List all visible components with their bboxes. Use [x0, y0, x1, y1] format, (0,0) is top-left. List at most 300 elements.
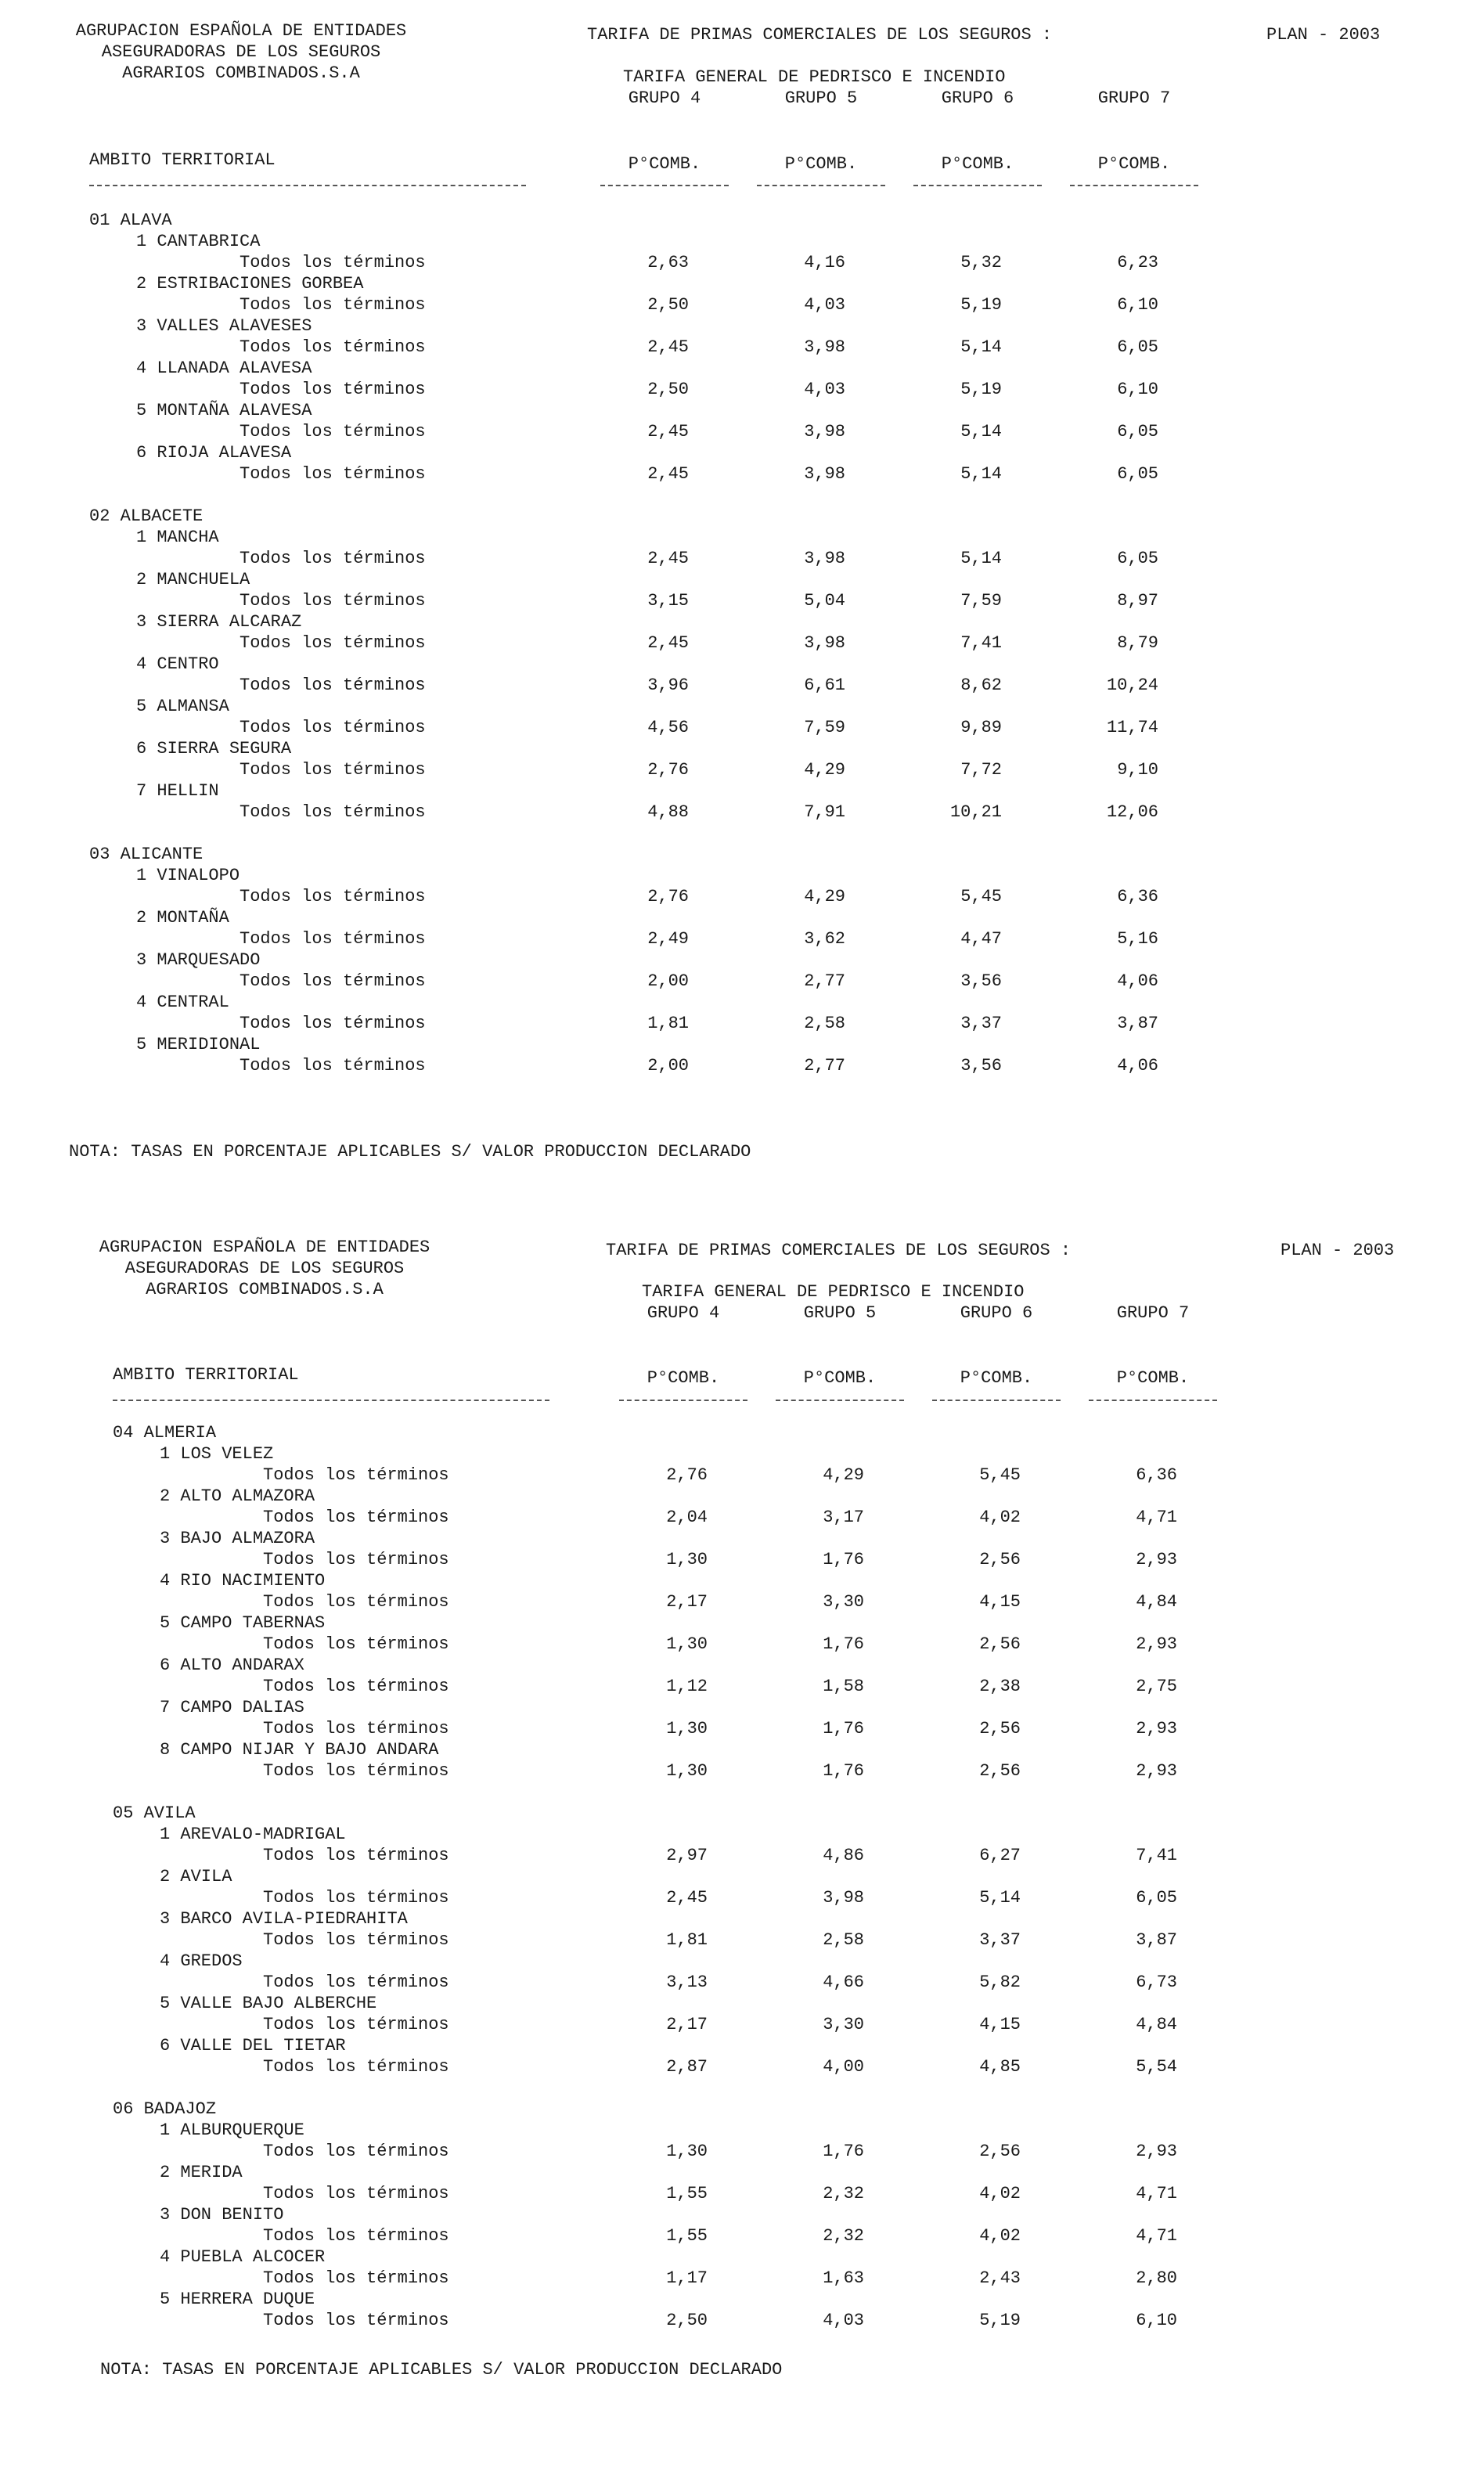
- rate-value-grupo-6: 2,38: [979, 1677, 1021, 1696]
- term-label: Todos los términos: [263, 1677, 449, 1696]
- org-name-line-3: AGRARIOS COMBINADOS.S.A: [122, 63, 360, 83]
- rate-value-grupo-6: 5,14: [979, 1888, 1021, 1908]
- rate-value-grupo-7: 11,74: [1106, 718, 1158, 737]
- term-row: [0, 379, 1484, 400]
- term-label: Todos los términos: [263, 2015, 449, 2034]
- zone-name: 7 CAMPO DALIAS: [160, 1698, 304, 1717]
- zone-row: [0, 2035, 1484, 2056]
- zone-name: 4 RIO NACIMIENTO: [160, 1571, 326, 1591]
- zone-name: 4 CENTRAL: [136, 993, 229, 1012]
- term-label: Todos los términos: [263, 1719, 449, 1738]
- term-label: Todos los términos: [263, 1550, 449, 1569]
- rate-value-grupo-7: 4,06: [1117, 971, 1158, 991]
- zone-row: [0, 527, 1484, 548]
- term-label: Todos los términos: [240, 549, 426, 568]
- rate-value-grupo-6: 6,27: [979, 1846, 1021, 1865]
- rate-value-grupo-6: 2,43: [979, 2268, 1021, 2288]
- group-header-5: GRUPO 5: [803, 1303, 877, 1323]
- term-row: [0, 1845, 1484, 1866]
- rate-value-grupo-6: 5,19: [960, 380, 1002, 399]
- province-row: [0, 506, 1484, 527]
- rate-value-grupo-6: 3,56: [960, 971, 1002, 991]
- rate-value-grupo-4: 2,04: [666, 1508, 708, 1527]
- term-row: [0, 1887, 1484, 1908]
- zone-row: [0, 569, 1484, 590]
- zone-name: 1 MANCHA: [136, 528, 219, 547]
- zone-name: 1 LOS VELEZ: [160, 1444, 274, 1464]
- header-divider-grupo-6: [932, 1400, 1061, 1401]
- rate-value-grupo-4: 1,12: [666, 1677, 708, 1696]
- term-row: [0, 928, 1484, 949]
- province-name: 02 ALBACETE: [89, 506, 204, 526]
- rate-value-grupo-5: 3,98: [823, 1888, 864, 1908]
- term-label: Todos los términos: [240, 253, 426, 272]
- term-row: [0, 2141, 1484, 2162]
- zone-name: 8 CAMPO NIJAR Y BAJO ANDARA: [160, 1740, 439, 1760]
- rate-value-grupo-6: 7,72: [960, 760, 1002, 780]
- term-label: Todos los términos: [240, 718, 426, 737]
- ambito-territorial-label: AMBITO TERRITORIAL: [89, 150, 276, 170]
- rate-value-grupo-4: 2,76: [647, 887, 689, 906]
- term-label: Todos los términos: [263, 2184, 449, 2203]
- rate-value-grupo-7: 4,71: [1136, 1508, 1177, 1527]
- zone-name: 2 ESTRIBACIONES GORBEA: [136, 274, 364, 294]
- rate-value-grupo-7: 6,36: [1136, 1465, 1177, 1485]
- group-header-6: GRUPO 6: [941, 88, 1014, 108]
- term-label: Todos los términos: [240, 802, 426, 822]
- rate-value-grupo-7: 6,05: [1117, 549, 1158, 568]
- term-label: Todos los términos: [263, 1592, 449, 1612]
- col-header-grupo-7: P°COMB.: [1097, 154, 1171, 174]
- zone-name: 3 SIERRA ALCARAZ: [136, 612, 302, 632]
- rate-value-grupo-6: 9,89: [960, 718, 1002, 737]
- zone-name: 4 LLANADA ALAVESA: [136, 358, 312, 378]
- rate-value-grupo-5: 4,00: [823, 2057, 864, 2077]
- zone-row: [0, 738, 1484, 759]
- rate-value-grupo-5: 4,03: [804, 380, 845, 399]
- rate-value-grupo-7: 4,84: [1136, 1592, 1177, 1612]
- rate-value-grupo-5: 2,32: [823, 2226, 864, 2246]
- spacer-row: [0, 485, 1484, 506]
- rate-value-grupo-5: 6,61: [804, 676, 845, 695]
- org-name-line-2: ASEGURADORAS DE LOS SEGUROS: [101, 42, 381, 62]
- rate-value-grupo-7: 2,93: [1136, 1550, 1177, 1569]
- term-label: Todos los términos: [263, 1508, 449, 1527]
- rate-value-grupo-7: 8,79: [1117, 633, 1158, 653]
- zone-row: [0, 2289, 1484, 2310]
- term-label: Todos los términos: [240, 887, 426, 906]
- rate-value-grupo-5: 5,04: [804, 591, 845, 611]
- rate-value-grupo-7: 5,16: [1117, 929, 1158, 949]
- rate-value-grupo-7: 4,84: [1136, 2015, 1177, 2034]
- zone-name: 4 GREDOS: [160, 1951, 243, 1971]
- term-label: Todos los términos: [240, 971, 426, 991]
- rate-value-grupo-5: 4,86: [823, 1846, 864, 1865]
- col-header-grupo-4: P°COMB.: [647, 1368, 720, 1388]
- term-label: Todos los términos: [263, 2226, 449, 2246]
- rate-value-grupo-4: 2,45: [647, 422, 689, 441]
- term-row: [0, 1055, 1484, 1076]
- province-name: 03 ALICANTE: [89, 845, 204, 864]
- spacer-row: [0, 2077, 1484, 2099]
- zone-row: [0, 273, 1484, 294]
- zone-name: 3 BAJO ALMAZORA: [160, 1529, 315, 1548]
- zone-name: 1 AREVALO-MADRIGAL: [160, 1825, 346, 1844]
- term-row: [0, 1929, 1484, 1951]
- rate-value-grupo-7: 8,97: [1117, 591, 1158, 611]
- term-row: [0, 759, 1484, 780]
- rate-value-grupo-4: 3,15: [647, 591, 689, 611]
- rate-value-grupo-4: 2,50: [666, 2311, 708, 2330]
- rate-value-grupo-4: 1,30: [666, 2142, 708, 2161]
- zone-row: [0, 1612, 1484, 1634]
- rate-value-grupo-5: 1,63: [823, 2268, 864, 2288]
- zone-row: [0, 442, 1484, 463]
- term-row: [0, 1013, 1484, 1034]
- rate-value-grupo-4: 1,30: [666, 1761, 708, 1781]
- zone-name: 2 MANCHUELA: [136, 570, 250, 589]
- rate-value-grupo-7: 3,87: [1136, 1930, 1177, 1950]
- header-divider-grupo-4: [619, 1400, 747, 1401]
- rate-value-grupo-5: 3,98: [804, 422, 845, 441]
- rate-value-grupo-5: 1,76: [823, 1761, 864, 1781]
- zone-name: 5 MONTAÑA ALAVESA: [136, 401, 312, 420]
- term-label: Todos los términos: [263, 1973, 449, 1992]
- rate-value-grupo-6: 4,47: [960, 929, 1002, 949]
- zone-row: [0, 696, 1484, 717]
- rate-value-grupo-4: 2,17: [666, 1592, 708, 1612]
- col-header-grupo-4: P°COMB.: [628, 154, 701, 174]
- rate-value-grupo-4: 2,76: [647, 760, 689, 780]
- rate-value-grupo-5: 4,03: [804, 295, 845, 315]
- zone-name: 2 MONTAÑA: [136, 908, 229, 928]
- zone-row: [0, 1739, 1484, 1760]
- rate-value-grupo-5: 4,29: [804, 887, 845, 906]
- term-label: Todos los términos: [240, 1014, 426, 1033]
- zone-name: 4 PUEBLA ALCOCER: [160, 2247, 326, 2267]
- rate-value-grupo-6: 7,41: [960, 633, 1002, 653]
- rate-value-grupo-4: 2,76: [666, 1465, 708, 1485]
- tariff-page-1: [0, 0, 1484, 1190]
- province-row: [0, 1803, 1484, 1824]
- col-header-grupo-6: P°COMB.: [960, 1368, 1033, 1388]
- term-row: [0, 1507, 1484, 1528]
- term-row: [0, 1760, 1484, 1782]
- term-row: [0, 2310, 1484, 2331]
- province-name: 05 AVILA: [113, 1803, 196, 1823]
- rate-value-grupo-4: 1,30: [666, 1719, 708, 1738]
- rate-value-grupo-6: 5,19: [960, 295, 1002, 315]
- term-row: [0, 2183, 1484, 2204]
- term-label: Todos los términos: [263, 2311, 449, 2330]
- rate-value-grupo-5: 1,58: [823, 1677, 864, 1696]
- rate-value-grupo-6: 7,59: [960, 591, 1002, 611]
- rate-value-grupo-6: 4,02: [979, 2226, 1021, 2246]
- rate-value-grupo-6: 4,02: [979, 2184, 1021, 2203]
- term-label: Todos los términos: [263, 1930, 449, 1950]
- zone-name: 4 CENTRO: [136, 654, 219, 674]
- province-name: 01 ALAVA: [89, 211, 172, 230]
- rate-value-grupo-7: 2,93: [1136, 1634, 1177, 1654]
- zone-row: [0, 907, 1484, 928]
- rate-value-grupo-6: 5,82: [979, 1973, 1021, 1992]
- rate-value-grupo-6: 4,15: [979, 1592, 1021, 1612]
- rate-value-grupo-7: 9,10: [1117, 760, 1158, 780]
- zone-name: 5 ALMANSA: [136, 697, 229, 716]
- term-row: [0, 590, 1484, 611]
- zone-row: [0, 949, 1484, 971]
- rate-value-grupo-7: 2,93: [1136, 1761, 1177, 1781]
- rate-value-grupo-5: 3,98: [804, 549, 845, 568]
- tariff-title: TARIFA DE PRIMAS COMERCIALES DE LOS SEGUROS :: [606, 1241, 1072, 1260]
- term-label: Todos los términos: [263, 1761, 449, 1781]
- rate-value-grupo-4: 2,45: [647, 464, 689, 484]
- rate-value-grupo-5: 1,76: [823, 1719, 864, 1738]
- province-row: [0, 1422, 1484, 1443]
- rate-value-grupo-6: 5,14: [960, 337, 1002, 357]
- rate-value-grupo-7: 4,71: [1136, 2184, 1177, 2203]
- col-header-grupo-5: P°COMB.: [784, 154, 858, 174]
- zone-name: 5 VALLE BAJO ALBERCHE: [160, 1994, 377, 2013]
- tariff-table-2: [0, 1422, 1484, 2331]
- rate-value-grupo-6: 5,32: [960, 253, 1002, 272]
- zone-row: [0, 400, 1484, 421]
- rate-value-grupo-6: 2,56: [979, 1634, 1021, 1654]
- rate-value-grupo-7: 6,10: [1117, 295, 1158, 315]
- rate-value-grupo-5: 3,62: [804, 929, 845, 949]
- term-row: [0, 971, 1484, 992]
- rate-value-grupo-6: 4,02: [979, 1508, 1021, 1527]
- tariff-table-1: [0, 210, 1484, 1076]
- rate-value-grupo-4: 2,97: [666, 1846, 708, 1865]
- rate-value-grupo-4: 2,45: [647, 633, 689, 653]
- rate-value-grupo-5: 1,76: [823, 2142, 864, 2161]
- term-row: [0, 2014, 1484, 2035]
- col-header-grupo-5: P°COMB.: [803, 1368, 877, 1388]
- zone-row: [0, 780, 1484, 802]
- term-label: Todos los términos: [240, 380, 426, 399]
- group-header-7: GRUPO 7: [1097, 88, 1171, 108]
- province-row: [0, 2099, 1484, 2120]
- term-label: Todos los términos: [240, 422, 426, 441]
- province-row: [0, 844, 1484, 865]
- rate-value-grupo-6: 5,14: [960, 549, 1002, 568]
- rate-value-grupo-7: 2,93: [1136, 2142, 1177, 2161]
- rate-value-grupo-5: 4,03: [823, 2311, 864, 2330]
- rate-value-grupo-4: 2,45: [666, 1888, 708, 1908]
- term-label: Todos los términos: [240, 760, 426, 780]
- rate-value-grupo-5: 2,77: [804, 1056, 845, 1075]
- header-divider-ambito: [89, 185, 526, 186]
- zone-name: 5 MERIDIONAL: [136, 1035, 261, 1054]
- term-row: [0, 1718, 1484, 1739]
- term-row: [0, 1634, 1484, 1655]
- rate-value-grupo-6: 8,62: [960, 676, 1002, 695]
- term-label: Todos los términos: [240, 337, 426, 357]
- term-row: [0, 294, 1484, 315]
- rate-value-grupo-4: 4,88: [647, 802, 689, 822]
- zone-row: [0, 1034, 1484, 1055]
- rate-value-grupo-5: 4,66: [823, 1973, 864, 1992]
- rate-value-grupo-7: 2,75: [1136, 1677, 1177, 1696]
- rate-value-grupo-4: 3,96: [647, 676, 689, 695]
- term-row: [0, 802, 1484, 823]
- rate-value-grupo-6: 5,14: [960, 422, 1002, 441]
- rate-value-grupo-5: 3,98: [804, 464, 845, 484]
- rate-value-grupo-7: 2,93: [1136, 1719, 1177, 1738]
- province-row: [0, 210, 1484, 231]
- rate-value-grupo-6: 10,21: [949, 802, 1002, 822]
- rate-value-grupo-5: 3,98: [804, 337, 845, 357]
- term-label: Todos los términos: [263, 1634, 449, 1654]
- zone-row: [0, 1993, 1484, 2014]
- term-row: [0, 548, 1484, 569]
- rate-value-grupo-7: 6,05: [1117, 422, 1158, 441]
- col-header-grupo-7: P°COMB.: [1116, 1368, 1190, 1388]
- zone-row: [0, 1824, 1484, 1845]
- zone-row: [0, 611, 1484, 632]
- rate-value-grupo-4: 1,55: [666, 2184, 708, 2203]
- zone-name: 3 VALLES ALAVESES: [136, 316, 312, 336]
- header-divider-grupo-4: [600, 185, 729, 186]
- rate-value-grupo-7: 6,05: [1136, 1888, 1177, 1908]
- rate-value-grupo-7: 4,71: [1136, 2226, 1177, 2246]
- rate-value-grupo-4: 1,17: [666, 2268, 708, 2288]
- rate-value-grupo-6: 2,56: [979, 1761, 1021, 1781]
- rate-value-grupo-7: 2,80: [1136, 2268, 1177, 2288]
- zone-name: 6 RIOJA ALAVESA: [136, 443, 292, 463]
- zone-name: 7 HELLIN: [136, 781, 219, 801]
- zone-row: [0, 231, 1484, 252]
- zone-row: [0, 1697, 1484, 1718]
- group-header-4: GRUPO 4: [628, 88, 701, 108]
- group-header-5: GRUPO 5: [784, 88, 858, 108]
- zone-row: [0, 1908, 1484, 1929]
- term-label: Todos los términos: [263, 2268, 449, 2288]
- term-row: [0, 1676, 1484, 1697]
- term-label: Todos los términos: [240, 295, 426, 315]
- rate-value-grupo-5: 3,98: [804, 633, 845, 653]
- rate-value-grupo-4: 1,30: [666, 1550, 708, 1569]
- rate-value-grupo-5: 4,29: [823, 1465, 864, 1485]
- header-divider-grupo-5: [757, 185, 885, 186]
- zone-name: 3 BARCO AVILA-PIEDRAHITA: [160, 1909, 408, 1929]
- rate-value-grupo-4: 2,50: [647, 380, 689, 399]
- term-label: Todos los términos: [240, 676, 426, 695]
- zone-row: [0, 1443, 1484, 1465]
- rate-value-grupo-4: 4,56: [647, 718, 689, 737]
- term-row: [0, 1591, 1484, 1612]
- header-divider-grupo-7: [1089, 1400, 1217, 1401]
- rate-value-grupo-5: 3,17: [823, 1508, 864, 1527]
- term-row: [0, 675, 1484, 696]
- rate-value-grupo-4: 1,30: [666, 1634, 708, 1654]
- plan-label: PLAN - 2003: [1280, 1241, 1395, 1260]
- zone-name: 1 VINALOPO: [136, 866, 240, 885]
- rate-value-grupo-6: 5,45: [960, 887, 1002, 906]
- rate-value-grupo-7: 10,24: [1106, 676, 1158, 695]
- zone-row: [0, 1866, 1484, 1887]
- term-row: [0, 2268, 1484, 2289]
- term-row: [0, 1465, 1484, 1486]
- rate-value-grupo-5: 1,76: [823, 1634, 864, 1654]
- zone-name: 5 CAMPO TABERNAS: [160, 1613, 326, 1633]
- org-name-line-3: AGRARIOS COMBINADOS.S.A: [146, 1280, 384, 1299]
- zone-name: 2 MERIDA: [160, 2163, 243, 2182]
- rate-value-grupo-7: 6,05: [1117, 464, 1158, 484]
- rate-value-grupo-7: 6,36: [1117, 887, 1158, 906]
- tariff-title: TARIFA DE PRIMAS COMERCIALES DE LOS SEGUROS :: [587, 25, 1053, 45]
- rate-value-grupo-6: 2,56: [979, 1719, 1021, 1738]
- zone-name: 1 CANTABRICA: [136, 232, 261, 251]
- col-header-grupo-6: P°COMB.: [941, 154, 1014, 174]
- header-divider-ambito: [113, 1400, 549, 1401]
- rate-value-grupo-6: 3,37: [979, 1930, 1021, 1950]
- tariff-page-2: [0, 1205, 1484, 2458]
- zone-row: [0, 654, 1484, 675]
- rate-value-grupo-5: 2,58: [804, 1014, 845, 1033]
- rate-value-grupo-4: 2,49: [647, 929, 689, 949]
- rate-value-grupo-4: 2,00: [647, 971, 689, 991]
- term-label: Todos los términos: [240, 591, 426, 611]
- rate-value-grupo-4: 1,55: [666, 2226, 708, 2246]
- rate-value-grupo-5: 1,76: [823, 1550, 864, 1569]
- spacer-row: [0, 1782, 1484, 1803]
- term-label: Todos los términos: [263, 2142, 449, 2161]
- term-label: Todos los términos: [263, 1846, 449, 1865]
- zone-row: [0, 358, 1484, 379]
- rate-value-grupo-7: 6,23: [1117, 253, 1158, 272]
- org-name-line-2: ASEGURADORAS DE LOS SEGUROS: [124, 1259, 405, 1278]
- rate-value-grupo-4: 2,45: [647, 337, 689, 357]
- ambito-territorial-label: AMBITO TERRITORIAL: [113, 1365, 299, 1385]
- zone-row: [0, 1655, 1484, 1676]
- zone-row: [0, 2120, 1484, 2141]
- term-row: [0, 2225, 1484, 2246]
- term-row: [0, 886, 1484, 907]
- term-label: Todos los términos: [263, 1465, 449, 1485]
- term-row: [0, 252, 1484, 273]
- zone-row: [0, 1528, 1484, 1549]
- zone-name: 2 AVILA: [160, 1867, 232, 1886]
- term-label: Todos los términos: [240, 929, 426, 949]
- rate-value-grupo-7: 6,73: [1136, 1973, 1177, 1992]
- header-divider-grupo-5: [776, 1400, 904, 1401]
- rate-value-grupo-4: 2,87: [666, 2057, 708, 2077]
- rate-value-grupo-5: 2,32: [823, 2184, 864, 2203]
- term-label: Todos los términos: [240, 1056, 426, 1075]
- rate-value-grupo-7: 6,05: [1117, 337, 1158, 357]
- zone-row: [0, 1570, 1484, 1591]
- term-row: [0, 632, 1484, 654]
- footnote: NOTA: TASAS EN PORCENTAJE APLICABLES S/ VALOR PRODUCCION DECLARADO: [69, 1142, 751, 1162]
- rate-value-grupo-7: 12,06: [1106, 802, 1158, 822]
- rate-value-grupo-4: 2,17: [666, 2015, 708, 2034]
- term-row: [0, 463, 1484, 485]
- rate-value-grupo-6: 5,14: [960, 464, 1002, 484]
- zone-name: 2 ALTO ALMAZORA: [160, 1486, 315, 1506]
- term-row: [0, 1972, 1484, 1993]
- zone-row: [0, 2246, 1484, 2268]
- zone-row: [0, 2204, 1484, 2225]
- term-label: Todos los términos: [263, 1888, 449, 1908]
- zone-row: [0, 1486, 1484, 1507]
- rate-value-grupo-5: 4,29: [804, 760, 845, 780]
- province-name: 04 ALMERIA: [113, 1423, 217, 1443]
- rate-value-grupo-6: 2,56: [979, 1550, 1021, 1569]
- term-row: [0, 1549, 1484, 1570]
- zone-row: [0, 865, 1484, 886]
